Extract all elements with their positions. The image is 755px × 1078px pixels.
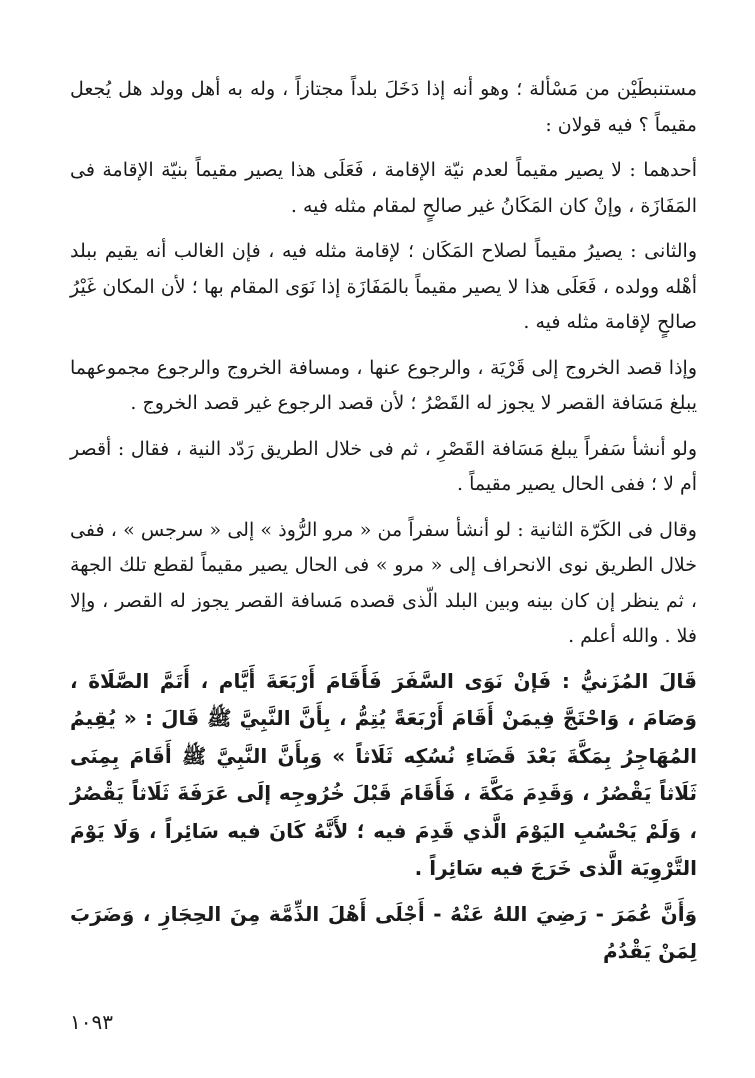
paragraph-two-sayings-intro: مستنبطَيْن من مَسْألة ؛ وهو أنه إذا دَخَلَ بلداً مجتازاً ، وله به أهل وولد هل يُجعل مقيماً ؟ فيه قولان : (70, 78, 697, 136)
page-number: ١٠٩٣ (70, 1010, 113, 1034)
paragraph-umar-text: وَأَنَّ عُمَرَ - رَضِيَ اللهُ عَنْهُ - أَجْلَى أَهْلَ الذِّمَّة مِنَ الحِجَازِ ، وَضَرَبَ لِمَنْ يَقْدُمُ (70, 901, 697, 963)
paragraph-going-and-returning: وإذا قصد الخروج إلى قَرْيَة ، والرجوع عنها ، ومسافة الخروج والرجوع مجموعهما يبلغ مَسَافة القصر لا يجوز له القَصْرُ ؛ لأن قصد الرجوع غير قصد الخروج . (70, 356, 697, 414)
paragraph-second-saying: والثانى : يصيرُ مقيماً لصلاح المَكَان ؛ لإقامة مثله فيه ، فإن الغالب أنه يقيم ببلد أهْله وولده ، فَعَلَى هذا لا يصير مقيماً بالمَفَازَة إذا نَوَى المقام بها ؛ لأن المكان غَيْرُ صالحٍ لإقامة مثله فيه . (70, 240, 697, 333)
paragraph-hesitant-intention: ولو أنشأ سَفراً يبلغ مَسَافة القَصْرِ ، ثم فى خلال الطريق رَدّد النية ، فقال : أقصر أم لا ؛ ففى الحال يصير مقيماً . (70, 437, 697, 495)
paragraph-second-round: وقال فى الكَرّة الثانية : لو أنشأ سفراً من « مرو الرُّوذ » إلى « سرجس » ، ففى خلال الطريق نوى الانحراف إلى « مرو » فى الحال يصير مقيماً لقطع تلك الجهة ، ثم ينظر إن كان بينه وبين البلد الّذى قصده مَسافة القصر يجوز له القصر ، وإلا فلا . والله أعلم . (70, 518, 697, 647)
page-body (70, 72, 697, 971)
paragraph-first-saying: أحدهما : لا يصير مقيماً لعدم نيّة الإقامة ، فَعَلَى هذا يصير مقيماً بنيّة الإقامة فى المَفَازَة ، وإنْ كان المَكَانُ غير صالحٍ لمقام مثله فيه . (70, 159, 697, 217)
paragraph-muzani-text: قَالَ المُزَنيُّ : فَإنْ نَوَى السَّفَرَ فَأَقَامَ أَرْبَعَةَ أَيَّام ، أَتَمَّ الصَّلَاةَ ، وَصَامَ ، وَاحْتَجَّ فِيمَنْ أَقَامَ أَرْبَعَةً يُتِمُّ ، بِأَنَّ النَّبِيَّ ﷺ قَالَ : « يُقِيمُ المُهَاجِرُ بِمَكَّةَ بَعْدَ قَضَاءِ نُسُكِه ثَلَاثاً » وَبِأَنَّ النَّبِيَّ ﷺ أَقَامَ بِمِنَى ثَلَاثاً يَقْصُرُ ، وَقَدِمَ مَكَّةَ ، فَأَقَامَ قَبْلَ خُرُوجِه إلَى عَرَفَةَ ثَلَاثاً يَقْصُرُ ، وَلَمْ يَحْسُبِ اليَوْمَ الَّذي قَدِمَ فيه ؛ لأَنَّهُ كَانَ فيه سَائِراً ، وَلَا يَوْمَ التَّرْوِيَة الَّذى خَرَجَ فيه سَائِراً . (70, 668, 697, 880)
